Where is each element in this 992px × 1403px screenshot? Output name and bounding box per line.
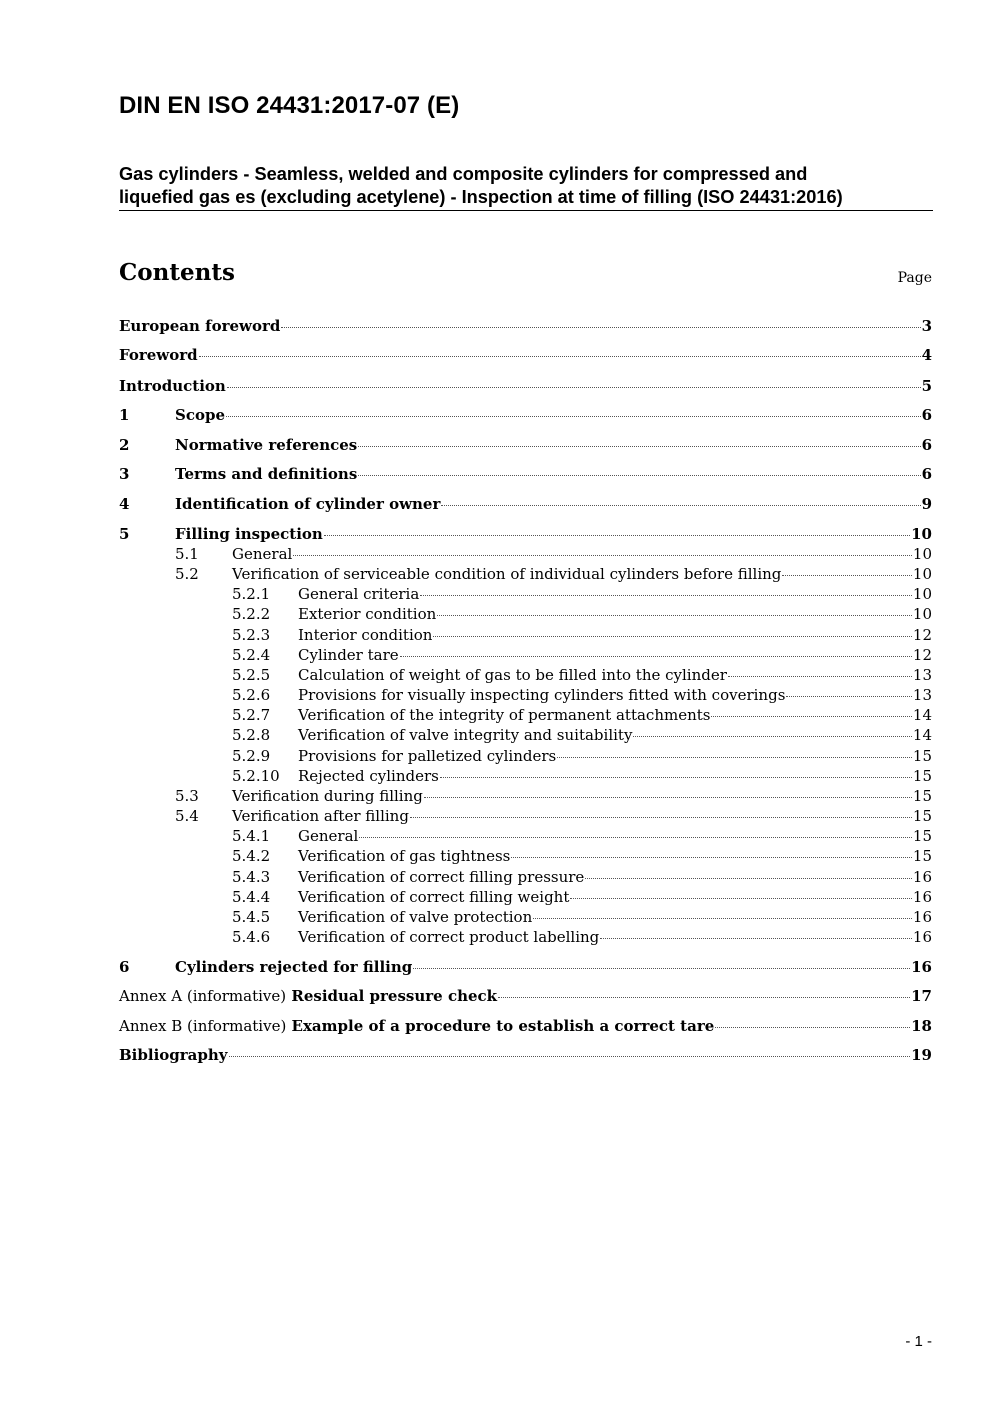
toc-entry[interactable]	[119, 1046, 932, 1066]
dot-leader	[557, 757, 912, 758]
toc-entry-title: Exterior condition	[298, 605, 437, 623]
toc-entry[interactable]	[232, 747, 932, 767]
toc-entry[interactable]	[232, 666, 932, 686]
toc-entry-page: 3	[921, 317, 932, 335]
dot-leader	[633, 736, 911, 737]
toc-entry-title: Verification of valve integrity and suitability	[298, 726, 633, 744]
toc-entry-title: General	[232, 545, 293, 563]
dot-leader	[715, 1027, 910, 1028]
dot-leader	[433, 636, 911, 637]
toc-entry-title: Scope	[175, 406, 226, 424]
document-id: DIN EN ISO 24431:2017-07 (E)	[119, 92, 460, 119]
toc-entry-page: 19	[911, 1046, 932, 1064]
annex-title: Residual pressure check	[291, 987, 498, 1005]
toc-entry-number: 5.4.4	[232, 888, 271, 906]
toc-entry-title: Verification of correct filling weight	[298, 888, 570, 906]
toc-entry[interactable]	[232, 908, 932, 928]
toc-entry[interactable]	[232, 605, 932, 625]
toc-entry-number: 1	[119, 406, 130, 424]
dot-leader	[511, 857, 912, 858]
dot-leader	[786, 696, 912, 697]
toc-entry-page: 17	[911, 987, 932, 1005]
dot-leader	[728, 676, 912, 677]
toc-entry[interactable]	[119, 436, 932, 456]
toc-entry-title: Identification of cylinder owner	[175, 495, 441, 513]
toc-entry-title: Provisions for visually inspecting cylinders fitted with coverings	[298, 686, 786, 704]
toc-entry-page: 16	[912, 908, 932, 926]
toc-entry-title: Verification during filling	[232, 787, 423, 805]
toc-entry-number: 5.2.7	[232, 706, 271, 724]
toc-entry-title: European foreword	[119, 317, 281, 335]
toc-entry-title	[119, 987, 497, 1005]
toc-entry-page: 15	[912, 827, 932, 845]
toc-entry-number: 5.1	[175, 545, 199, 563]
dot-leader	[199, 356, 921, 357]
toc-entry[interactable]	[175, 787, 932, 807]
dot-leader	[782, 575, 912, 576]
toc-entry[interactable]	[232, 868, 932, 888]
toc-entry-title: Verification of correct product labelling	[298, 928, 600, 946]
contents-heading: Contents	[119, 259, 235, 286]
toc-entry-page: 10	[912, 565, 932, 583]
dot-leader	[359, 837, 912, 838]
dot-leader	[424, 797, 912, 798]
dot-leader	[281, 327, 920, 328]
toc-entry-page: 12	[912, 646, 932, 664]
toc-entry[interactable]	[232, 686, 932, 706]
page-column-label: Page	[897, 270, 932, 286]
toc-entry-title: Bibliography	[119, 1046, 228, 1064]
dot-leader	[600, 938, 912, 939]
toc-entry[interactable]	[232, 847, 932, 867]
toc-entry-title: Filling inspection	[175, 525, 323, 543]
toc-entry-page: 6	[921, 436, 932, 454]
toc-entry-title: Interior condition	[298, 626, 433, 644]
dot-leader	[585, 878, 912, 879]
toc-entry-title: Foreword	[119, 346, 198, 364]
dot-leader	[226, 416, 921, 417]
toc-entry-page: 13	[912, 666, 932, 684]
toc-entry-page: 16	[912, 868, 932, 886]
toc-entry-number: 5.2	[175, 565, 199, 583]
toc-entry-number: 5.4.6	[232, 928, 271, 946]
toc-entry-page: 13	[912, 686, 932, 704]
toc-entry-page: 4	[921, 346, 932, 364]
dot-leader	[324, 535, 910, 536]
toc-entry-page: 10	[912, 545, 932, 563]
toc-entry-page: 15	[912, 767, 932, 785]
toc-entry-page: 15	[912, 807, 932, 825]
annex-label: Annex A (informative)	[119, 987, 287, 1005]
toc-entry[interactable]	[232, 585, 932, 605]
subtitle-line-1: Gas cylinders - Seamless, welded and composite cylinders for compressed and	[119, 164, 808, 184]
dot-leader	[533, 918, 912, 919]
toc-entry[interactable]	[119, 406, 932, 426]
toc-entry[interactable]	[175, 565, 932, 585]
toc-entry-page: 16	[911, 958, 932, 976]
toc-entry[interactable]	[232, 767, 932, 787]
toc-entry[interactable]	[232, 827, 932, 847]
toc-entry-number: 5.4.3	[232, 868, 271, 886]
dot-leader	[293, 555, 912, 556]
toc-entry-title: Terms and definitions	[175, 465, 358, 483]
toc-entry-title: General criteria	[298, 585, 420, 603]
toc-entry-title: Verification of gas tightness	[298, 847, 511, 865]
dot-leader	[498, 997, 910, 998]
toc-entry-number: 5.4.1	[232, 827, 271, 845]
toc-entry[interactable]	[119, 495, 932, 515]
dot-leader	[570, 898, 912, 899]
toc-entry[interactable]	[232, 726, 932, 746]
toc-entry-page: 9	[921, 495, 932, 513]
toc-entry-number: 6	[119, 958, 130, 976]
toc-entry-page: 6	[921, 465, 932, 483]
toc-entry-title: Rejected cylinders	[298, 767, 439, 785]
dot-leader	[437, 615, 912, 616]
toc-entry-number: 5.2.2	[232, 605, 271, 623]
toc-entry-title: Cylinders rejected for filling	[175, 958, 413, 976]
toc-entry[interactable]	[232, 888, 932, 908]
footer-page-number: - 1 -	[905, 1333, 932, 1350]
toc-entry[interactable]	[119, 987, 932, 1007]
toc-entry-number: 5.3	[175, 787, 199, 805]
toc-entry-page: 16	[912, 888, 932, 906]
toc-entry-page: 14	[912, 726, 932, 744]
toc-entry[interactable]	[232, 706, 932, 726]
dot-leader	[410, 817, 912, 818]
document-subtitle	[119, 163, 933, 211]
dot-leader	[400, 656, 912, 657]
annex-label: Annex B (informative)	[119, 1017, 287, 1035]
dot-leader	[229, 1056, 911, 1057]
dot-leader	[420, 595, 912, 596]
subtitle-line-2: liquefied gas es (excluding acetylene) - Inspection at time of filling (ISO 24431:2016)	[119, 187, 843, 207]
toc-entry[interactable]	[119, 346, 932, 366]
toc-entry[interactable]	[232, 928, 932, 948]
toc-entry[interactable]	[119, 465, 932, 485]
toc-entry-page: 18	[911, 1017, 932, 1035]
toc-entry-title: Normative references	[175, 436, 358, 454]
dot-leader	[711, 716, 911, 717]
dot-leader	[227, 387, 921, 388]
toc-entry-title: Verification of valve protection	[298, 908, 533, 926]
toc-entry-number: 5.2.10	[232, 767, 280, 785]
toc-entry[interactable]	[175, 807, 932, 827]
toc-entry-page: 15	[912, 847, 932, 865]
toc-entry-number: 5.2.4	[232, 646, 271, 664]
toc-entry-page: 15	[912, 747, 932, 765]
toc-entry-page: 12	[912, 626, 932, 644]
toc-entry-number: 5.2.8	[232, 726, 271, 744]
toc-entry-page: 10	[912, 585, 932, 603]
dot-leader	[358, 475, 920, 476]
toc-entry-number: 5.2.3	[232, 626, 271, 644]
toc-entry-title: Verification after filling	[232, 807, 409, 825]
toc-entry-page: 6	[921, 406, 932, 424]
toc-entry-page: 10	[911, 525, 932, 543]
toc-entry[interactable]	[175, 545, 932, 565]
toc-entry-title: Verification of correct filling pressure	[298, 868, 585, 886]
toc-entry[interactable]	[119, 317, 932, 337]
toc-entry-number: 5.2.6	[232, 686, 271, 704]
toc-entry-page: 15	[912, 787, 932, 805]
toc-entry-title: General	[298, 827, 359, 845]
toc-entry[interactable]	[232, 646, 932, 666]
toc-entry[interactable]	[119, 1017, 932, 1037]
toc-entry-title: Provisions for palletized cylinders	[298, 747, 557, 765]
toc-entry-number: 2	[119, 436, 130, 454]
toc-entry-number: 3	[119, 465, 130, 483]
toc-entry[interactable]	[232, 626, 932, 646]
dot-leader	[440, 777, 912, 778]
toc-entry-title	[119, 1017, 714, 1035]
toc-entry[interactable]	[119, 958, 932, 978]
toc-entry-number: 4	[119, 495, 130, 513]
toc-entry-page: 14	[912, 706, 932, 724]
toc-entry-title: Calculation of weight of gas to be filled into the cylinder	[298, 666, 727, 684]
toc-entry-page: 10	[912, 605, 932, 623]
toc-entry-number: 5.4.2	[232, 847, 271, 865]
dot-leader	[413, 968, 910, 969]
toc-entry-title: Verification of the integrity of permanent attachments	[298, 706, 711, 724]
dot-leader	[358, 446, 920, 447]
toc-entry-number: 5.4.5	[232, 908, 271, 926]
dot-leader	[441, 505, 920, 506]
toc-entry-number: 5.2.5	[232, 666, 271, 684]
toc-entry-page: 5	[921, 377, 932, 395]
toc-entry-number: 5.4	[175, 807, 199, 825]
toc-entry-page: 16	[912, 928, 932, 946]
toc-entry-number: 5	[119, 525, 130, 543]
toc-entry-title: Introduction	[119, 377, 226, 395]
toc-entry-title: Cylinder tare	[298, 646, 399, 664]
toc-entry-number: 5.2.9	[232, 747, 271, 765]
toc-entry-number: 5.2.1	[232, 585, 271, 603]
annex-title: Example of a procedure to establish a correct tare	[291, 1017, 715, 1035]
toc-entry[interactable]	[119, 377, 932, 397]
toc-entry[interactable]	[119, 525, 932, 545]
toc-entry-title: Verification of serviceable condition of individual cylinders before filling	[232, 565, 782, 583]
